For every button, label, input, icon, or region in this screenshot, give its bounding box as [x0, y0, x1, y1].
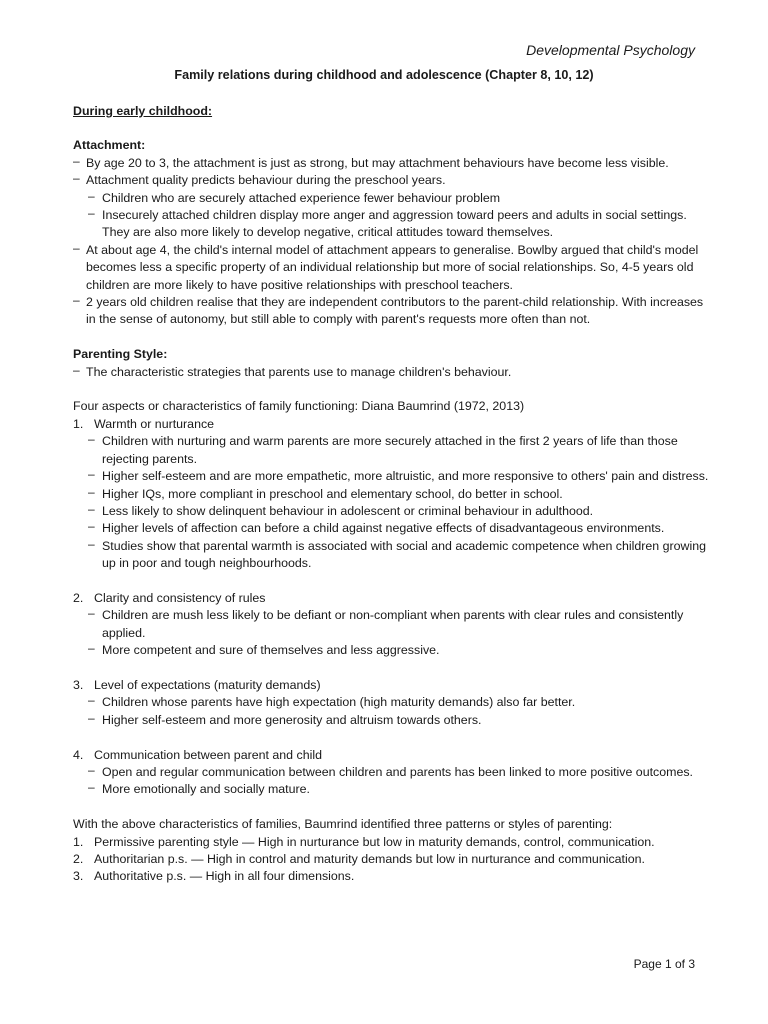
parenting-list [73, 364, 713, 381]
aspect-4-item: – Open and regular communication between children and parents has been linked to more positive outcomes. [73, 764, 713, 781]
attachment-point-1: – By age 20 to 3, the attachment is just as strong, but may attachment behaviours have become less visible. [73, 155, 713, 172]
style-1-number: 1. [73, 834, 84, 849]
aspect-3 [73, 677, 713, 694]
attachment-subpoint-2: – Insecurely attached children display more anger and aggression toward peers and adults in social settings. They are also more likely to develop negative, critical attitudes toward themselves. [73, 207, 713, 242]
aspect-3-list [73, 694, 713, 729]
attachment-list [73, 155, 713, 329]
attachment-point-4: – 2 years old children realise that they are independent contributors to the parent-child relationship. With increases in the sense of autonomy, but still able to comply with parent's requests more often than not. [73, 294, 713, 329]
aspect-2-list [73, 607, 713, 659]
document-body [73, 103, 713, 886]
aspect-2-number: 2. [73, 590, 84, 605]
aspect-3-number: 3. [73, 677, 84, 692]
aspect-2 [73, 590, 713, 607]
styles-intro: With the above characteristics of families, Baumrind identified three patterns or styles of parenting: [73, 817, 613, 832]
style-1-text: Permissive parenting style — High in nurturance but low in maturity demands, control, communication. [94, 834, 655, 849]
page-number: Page 1 of 3 [633, 956, 695, 971]
course-header: Developmental Psychology [526, 42, 695, 58]
attachment-point-2: – Attachment quality predicts behaviour during the preschool years. [73, 172, 713, 189]
style-3-number: 3. [73, 869, 84, 884]
aspect-4 [73, 747, 713, 764]
aspect-3-item: – Higher self-esteem and more generosity and altruism towards others. [73, 712, 713, 729]
aspect-1-item: – Children with nurturing and warm parents are more securely attached in the first 2 years of life than those rejecting parents. [73, 433, 713, 468]
attachment-heading: Attachment: [73, 138, 146, 153]
style-3 [73, 868, 713, 885]
aspect-1-number: 1. [73, 416, 84, 431]
aspect-1-item: – Studies show that parental warmth is associated with social and academic competence when children growing up in poor and tough neighbourhoods. [73, 538, 713, 573]
aspect-1-item: – Higher IQs, more compliant in preschool and elementary school, do better in school. [73, 486, 713, 503]
aspect-2-item: – Children are mush less likely to be defiant or non-compliant when parents with clear rules and consistently applied. [73, 607, 713, 642]
parenting-heading: Parenting Style: [73, 347, 168, 362]
style-3-text: Authoritative p.s. — High in all four dimensions. [94, 869, 355, 884]
aspect-4-list [73, 764, 713, 799]
aspect-1-item: – Higher levels of affection can before a child against negative effects of disadvantageous environments. [73, 520, 713, 537]
style-2-number: 2. [73, 851, 84, 866]
aspect-1-label: Warmth or nurturance [94, 416, 215, 431]
aspect-2-label: Clarity and consistency of rules [94, 590, 266, 605]
aspect-4-number: 4. [73, 747, 84, 762]
aspect-1 [73, 416, 713, 433]
style-2-text: Authoritarian p.s. — High in control and maturity demands but low in nurturance and communication. [94, 851, 645, 866]
aspect-1-list [73, 433, 713, 572]
aspect-1-item: – Higher self-esteem and are more empathetic, more altruistic, and more responsive to others' pain and distress. [73, 468, 713, 485]
document-title: Family relations during childhood and adolescence (Chapter 8, 10, 12) [174, 68, 594, 82]
aspect-1-item: – Less likely to show delinquent behaviour in adolescent or criminal behaviour in adulthood. [73, 503, 713, 520]
aspect-3-item: – Children whose parents have high expectation (high maturity demands) also far better. [73, 694, 713, 711]
aspect-3-label: Level of expectations (maturity demands) [94, 677, 321, 692]
aspect-4-label: Communication between parent and child [94, 747, 322, 762]
style-1 [73, 834, 713, 851]
section-heading: During early childhood: [73, 104, 213, 118]
aspects-intro: Four aspects or characteristics of family functioning: Diana Baumrind (1972, 2013) [73, 399, 525, 414]
attachment-subpoint-1: – Children who are securely attached experience fewer behaviour problem [73, 190, 713, 207]
parenting-point-1: – The characteristic strategies that parents use to manage children's behaviour. [73, 364, 713, 381]
aspect-4-item: – More emotionally and socially mature. [73, 781, 713, 798]
style-2 [73, 851, 713, 868]
attachment-point-3: – At about age 4, the child's internal model of attachment appears to generalise. Bowlby argued that child's model becomes less a specific property of an individual relationship but more of social relationships. So, 4-5 years old children are more likely to have positive relationships with preschool teachers. [73, 242, 713, 294]
aspect-2-item: – More competent and sure of themselves and less aggressive. [73, 642, 713, 659]
